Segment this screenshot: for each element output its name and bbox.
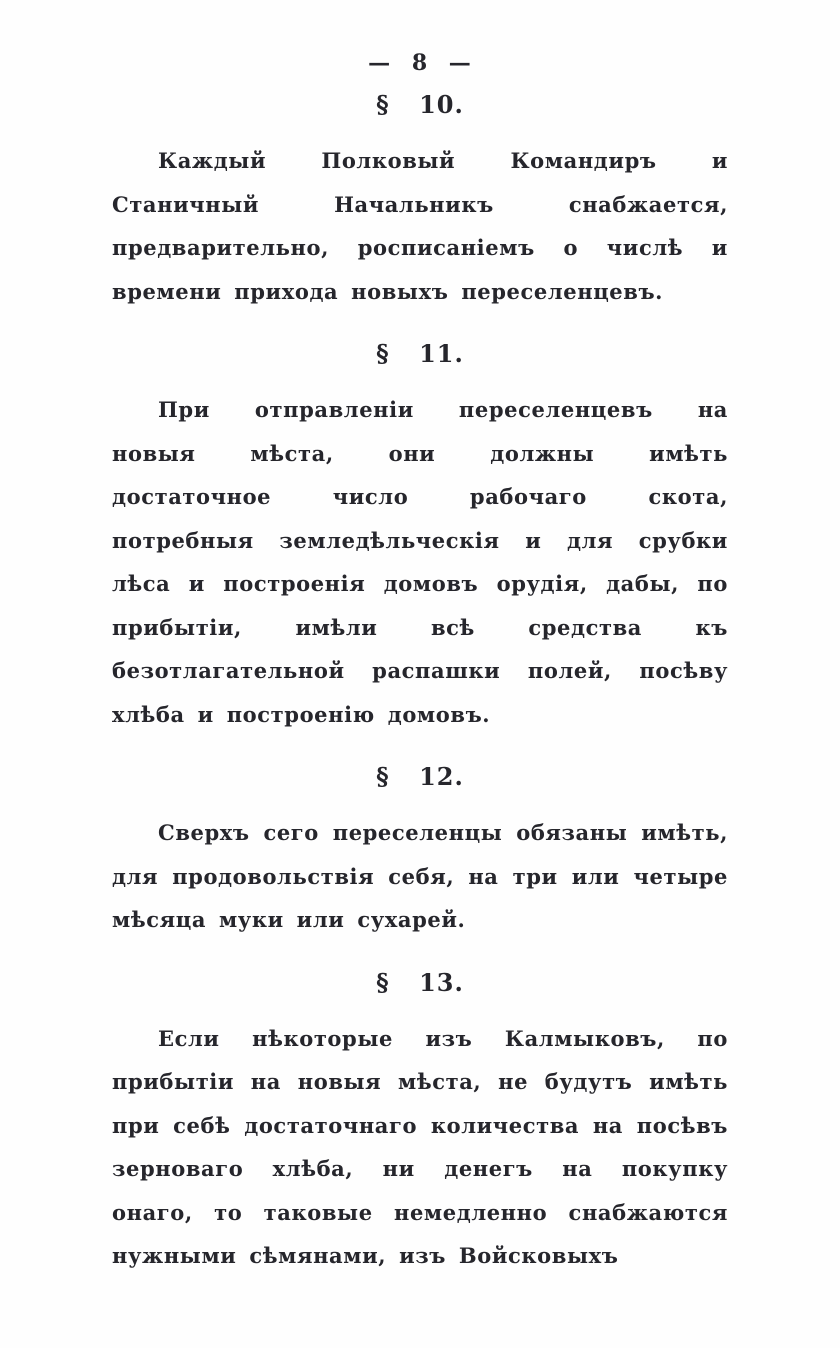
section-11 <box>112 339 728 736</box>
section-paragraph: При отправленіи переселенцевъ на новыя мѣста, они должны имѣть достаточное число рабочаго скота, потребныя земледѣльческія и для срубки лѣса и построенія домовъ орудія, дабы, по прибытіи, имѣли всѣ средства къ безотлагательной распашки полей, посѣву хлѣба и построенію домовъ. <box>112 397 728 727</box>
section-12 <box>112 762 728 942</box>
section-heading: § 11. <box>376 339 464 368</box>
section-paragraph: Сверхъ сего переселенцы обязаны имѣть, для продовольствія себя, на три или четыре мѣсяца муки или сухарей. <box>112 820 728 932</box>
section-heading: § 10. <box>376 90 464 119</box>
section-heading: § 12. <box>376 762 464 791</box>
section-10 <box>112 90 728 313</box>
section-heading: § 13. <box>376 967 464 997</box>
section-paragraph: Если нѣкоторые изъ Калмыковъ, по прибытіи на новыя мѣста, не будутъ имѣть при себѣ достаточнаго количества на посѣвъ зерноваго хлѣба, ни денегъ на покупку онаго, то таковые немедленно снабжаются нужными сѣмянами, изъ Войсковыхъ <box>112 1025 728 1268</box>
section-13 <box>112 968 728 1278</box>
page-number: — 8 — <box>368 50 472 76</box>
section-paragraph: Каждый Полковый Командиръ и Станичный Начальникъ снабжается, предварительно, росписаніемъ о числѣ и времени прихода новыхъ переселенцевъ. <box>112 148 728 304</box>
